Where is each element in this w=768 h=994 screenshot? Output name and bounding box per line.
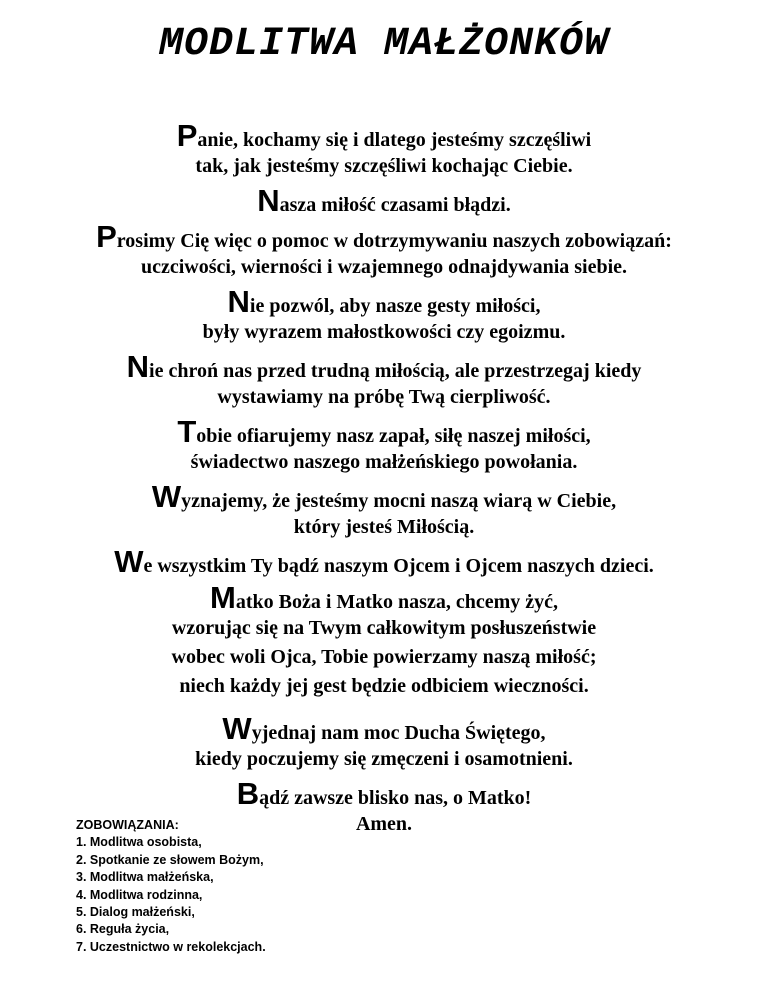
commitment-item: 5. Dialog małżeński, <box>76 905 195 920</box>
prayer-line <box>0 448 768 477</box>
commitment-item: 4. Modlitwa rodzinna, <box>76 887 203 902</box>
prayer-line-text: rosimy Cię więc o pomoc w dotrzymywaniu naszych zobowiązań: <box>116 230 672 252</box>
initial-letter: P <box>96 219 117 254</box>
prayer-line <box>0 412 768 448</box>
prayer-line-text: były wyrazem małostkowości czy egoizmu. <box>202 321 566 343</box>
prayer-text <box>0 116 768 839</box>
commitments-list <box>76 817 266 956</box>
initial-letter: B <box>236 776 260 811</box>
prayer-line <box>0 181 768 217</box>
initial-letter: N <box>227 284 250 319</box>
prayer-line-text: tak, jak jesteśmy szczęśliwi kochając Ciebie. <box>195 155 573 177</box>
page-title: MODLITWA MAŁŻONKÓW <box>158 22 610 67</box>
prayer-line-text: świadectwo naszego małżeńskiego powołania. <box>190 451 578 473</box>
prayer-line-text: wobec woli Ojca, Tobie powierzamy naszą miłość; <box>171 646 597 668</box>
prayer-line-text: ie pozwól, aby nasze gesty miłości, <box>249 295 541 317</box>
prayer-line <box>0 643 768 672</box>
prayer-line-text: wystawiamy na próbę Twą cierpliwość. <box>217 386 551 408</box>
prayer-line <box>0 318 768 347</box>
prayer-line <box>0 253 768 282</box>
prayer-line-text: uczciwości, wierności i wzajemnego odnajdywania siebie. <box>140 256 628 278</box>
prayer-line <box>0 282 768 318</box>
initial-letter: N <box>257 183 280 218</box>
initial-letter: M <box>210 580 236 615</box>
commitment-item: 3. Modlitwa małżeńska, <box>76 870 214 885</box>
commitment-item: 7. Uczestnictwo w rekolekcjach. <box>76 939 266 954</box>
prayer-line <box>0 513 768 542</box>
prayer-line-text: wzorując się na Twym całkowitym posłuszeństwie <box>171 617 597 639</box>
prayer-line-text: yznajemy, że jesteśmy mocni naszą wiarą w Ciebie, <box>181 490 617 512</box>
initial-letter: W <box>151 479 182 514</box>
prayer-line <box>0 745 768 774</box>
initial-letter: W <box>222 711 252 746</box>
prayer-line-text: niech każdy jej gest będzie odbiciem wieczności. <box>179 675 589 697</box>
commitment-item: 2. Spotkanie ze słowem Bożym, <box>76 852 264 867</box>
prayer-line <box>0 614 768 643</box>
prayer-line-text: który jesteś Miłością. <box>293 516 475 538</box>
prayer-line-text: anie, kochamy się i dlatego jesteśmy szczęśliwi <box>197 129 592 151</box>
prayer-line <box>0 578 768 614</box>
initial-letter: T <box>177 414 197 449</box>
prayer-line <box>0 116 768 152</box>
prayer-line-text: obie ofiarujemy nasz zapał, siłę naszej miłości, <box>196 425 591 447</box>
initial-letter: W <box>114 544 144 579</box>
prayer-line <box>0 383 768 412</box>
prayer-line <box>0 217 768 253</box>
prayer-line-text: ie chroń nas przed trudną miłością, ale przestrzegaj kiedy <box>149 360 642 382</box>
prayer-line-text: atko Boża i Matko nasza, chcemy żyć, <box>235 591 558 613</box>
prayer-line <box>0 152 768 181</box>
initial-letter: P <box>176 118 198 153</box>
prayer-line <box>0 477 768 513</box>
prayer-line-text: kiedy poczujemy się zmęczeni i osamotnieni. <box>195 748 573 770</box>
commitment-item: 6. Reguła życia, <box>76 922 170 937</box>
prayer-line-text: e wszystkim Ty bądź naszym Ojcem i Ojcem naszych dzieci. <box>143 555 654 577</box>
prayer-line-text: asza miłość czasami błądzi. <box>279 194 511 216</box>
initial-letter: N <box>126 349 150 384</box>
prayer-line <box>0 709 768 745</box>
prayer-line <box>0 347 768 383</box>
prayer-line-text: ądź zawsze blisko nas, o Matko! <box>259 787 532 809</box>
commitment-item: 1. Modlitwa osobista, <box>76 835 202 850</box>
prayer-line <box>0 672 768 701</box>
prayer-line-text: Amen. <box>355 813 413 835</box>
prayer-line <box>0 774 768 810</box>
prayer-line <box>0 542 768 578</box>
prayer-line-text: yjednaj nam moc Ducha Świętego, <box>251 722 546 744</box>
commitments-heading: ZOBOWIĄZANIA: <box>76 818 179 832</box>
stanza-gap <box>0 701 768 709</box>
